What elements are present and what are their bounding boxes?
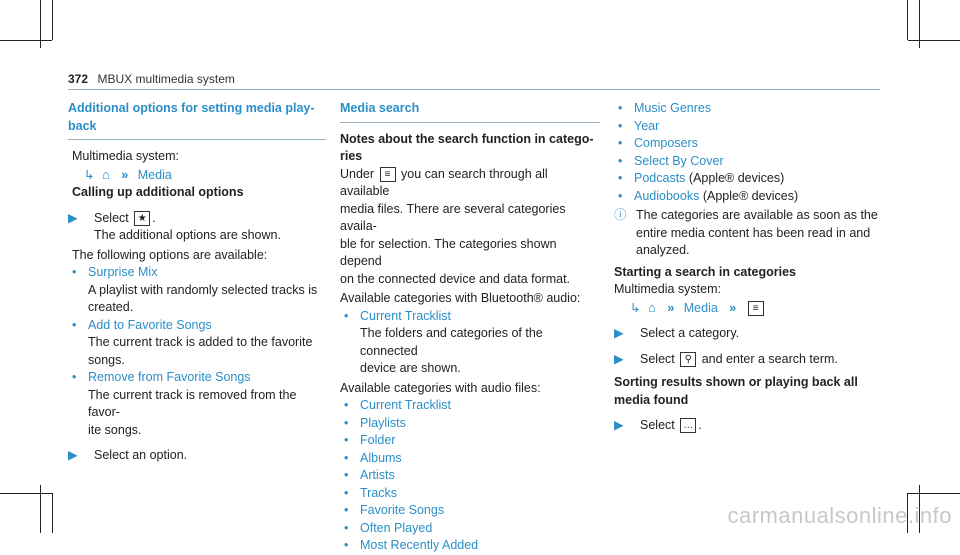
step-description: The additional options are shown. (94, 228, 281, 242)
list-item[interactable]: • Albums (344, 450, 600, 468)
section-rule (340, 122, 600, 123)
list-item[interactable]: • Year (618, 118, 880, 136)
step-arrow-icon: ▶ (614, 351, 624, 366)
list-item: • Current Tracklist The folders and categories of the connected device are shown. (344, 308, 600, 378)
column-2 (340, 100, 600, 555)
list-item[interactable]: • Composers (618, 135, 880, 153)
list-item[interactable]: • Favorite Songs (344, 502, 600, 520)
list-item[interactable]: • Artists (344, 467, 600, 485)
note: ⓘ The categories are available as soon as the entire media content has been read in and analyzed. (614, 208, 878, 257)
crop-mark (0, 40, 52, 41)
step: ▶ Select ★ . The additional options are shown. (68, 210, 326, 245)
more-options-icon: … (680, 418, 696, 433)
crop-mark (0, 493, 52, 494)
page-title: MBUX multimedia system (97, 72, 235, 86)
path-arrow-icon: ↳ (84, 167, 95, 182)
list-item: • Audiobooks (Apple® devices) (618, 188, 880, 206)
notes-heading: Notes about the search function in catego- ries (340, 131, 594, 163)
watermark: carmanualsonline.info (727, 503, 952, 528)
list-item[interactable]: • Music Genres (618, 100, 880, 118)
path-media[interactable]: Media (683, 300, 718, 315)
media-list-icon: ≡ (748, 301, 764, 316)
list-item: • Add to Favorite Songs The current track is added to the favorite songs. (72, 317, 326, 370)
system-label: Multimedia system: (72, 149, 179, 163)
chevron-icon: » (729, 300, 737, 315)
path-arrow-icon: ↳ (630, 300, 641, 315)
search-icon: ⚲ (680, 352, 696, 367)
step-arrow-icon: ▶ (68, 210, 78, 225)
step: ▶ Select a category. (614, 325, 880, 343)
home-icon: ⌂ (101, 166, 110, 182)
column-1 (68, 100, 326, 465)
sub-heading: Starting a search in categories (614, 264, 797, 279)
list-item[interactable]: • Current Tracklist (344, 397, 600, 415)
step: ▶ Select … . (614, 417, 880, 435)
step: ▶ Select ⚲ and enter a search term. (614, 351, 880, 369)
crop-mark (908, 493, 960, 494)
crop-mark (908, 40, 960, 41)
crop-mark (52, 493, 53, 533)
page-number: 372 (68, 72, 89, 86)
chevron-icon: » (667, 300, 675, 315)
home-icon: ⌂ (647, 299, 656, 315)
media-list-icon: ≡ (380, 167, 396, 182)
paragraph: Under ≡ you can search through all available media files. There are several categories availa- ble for selection. The categories shown depend on the connected device and data format. (340, 166, 571, 286)
column-3 (614, 100, 880, 435)
crop-mark (907, 0, 908, 40)
step-arrow-icon: ▶ (614, 326, 624, 340)
list-item[interactable]: • Folder (344, 432, 600, 450)
files-intro: Available categories with audio files: (340, 380, 541, 395)
info-icon: ⓘ (614, 208, 627, 222)
page-header (68, 72, 235, 86)
step-arrow-icon: ▶ (68, 448, 78, 462)
section-rule (68, 139, 326, 140)
list-item[interactable]: • Playlists (344, 415, 600, 433)
path-media[interactable]: Media (137, 167, 172, 182)
step-arrow-icon: ▶ (614, 418, 624, 432)
bt-intro: Available categories with Bluetooth® audio: (340, 291, 581, 305)
star-icon: ★ (134, 211, 150, 226)
system-label: Multimedia system: (614, 282, 721, 296)
menu-path (68, 166, 326, 185)
list-item[interactable]: • Tracks (344, 485, 600, 503)
list-item[interactable]: • Most Recently Added (344, 537, 600, 555)
crop-mark (52, 0, 53, 40)
header-rule (68, 89, 880, 90)
step: ▶ Select an option. (68, 447, 326, 465)
list-item: • Podcasts (Apple® devices) (618, 170, 880, 188)
list-item[interactable]: • Often Played (344, 520, 600, 538)
menu-path (614, 299, 880, 318)
chevron-icon: » (121, 167, 129, 182)
sub-heading: Sorting results shown or playing back all media found (614, 375, 858, 407)
list-item: • Surprise Mix A playlist with randomly selected tracks is created. (72, 264, 326, 317)
list-item[interactable]: • Select By Cover (618, 153, 880, 171)
sub-heading: Calling up additional options (72, 185, 244, 199)
list-item: • Remove from Favorite Songs The current track is removed from the favor- ite songs. (72, 369, 326, 439)
intro-text: The following options are available: (72, 247, 268, 262)
section-heading: Media search (340, 101, 420, 115)
section-heading: Additional options for setting media play- back (68, 101, 315, 133)
